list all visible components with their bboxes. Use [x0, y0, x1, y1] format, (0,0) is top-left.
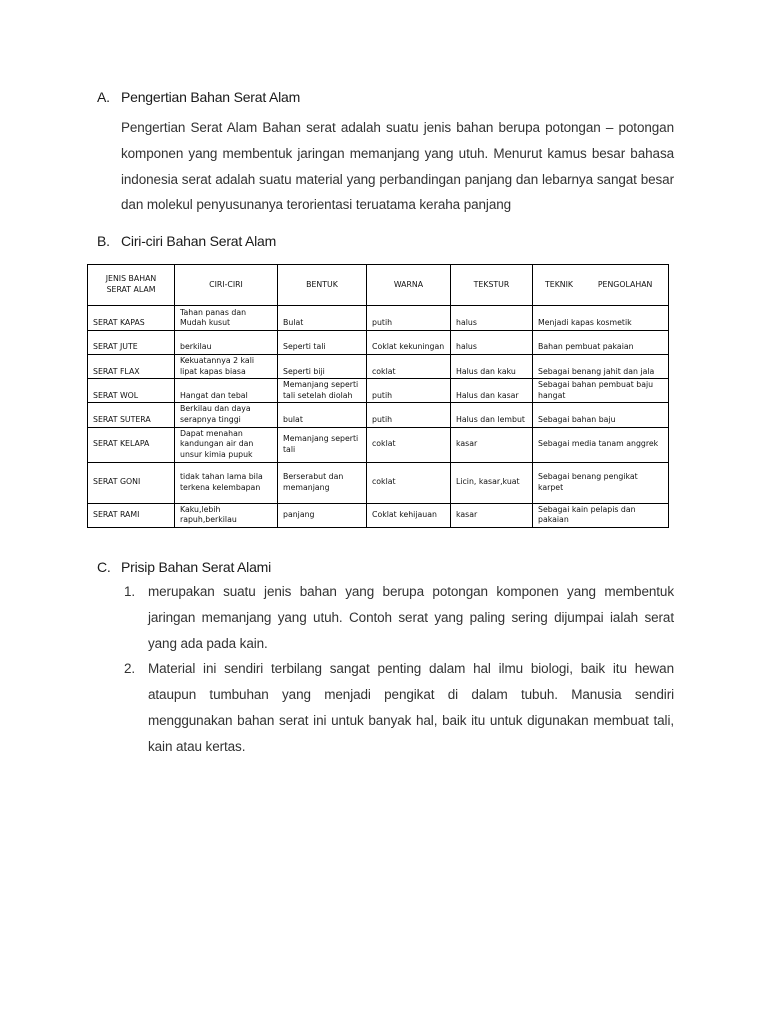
table-header-row — [88, 265, 669, 306]
cell-warna: coklat — [367, 427, 451, 462]
section-b-heading — [97, 233, 276, 249]
fiber-characteristics-table — [87, 264, 669, 528]
cell-tekstur: kasar — [451, 503, 533, 527]
cell-ciri: Kaku,lebih rapuh,berkilau — [175, 503, 278, 527]
header-bentuk: BENTUK — [278, 265, 367, 306]
table-row — [88, 355, 669, 379]
cell-bentuk: panjang — [278, 503, 367, 527]
table-row — [88, 427, 669, 462]
cell-bentuk: bulat — [278, 403, 367, 427]
table-row — [88, 462, 669, 503]
header-tekstur: TEKSTUR — [451, 265, 533, 306]
cell-warna: coklat — [367, 355, 451, 379]
section-c-letter: C. — [97, 559, 111, 575]
cell-tekstur: Halus dan lembut — [451, 403, 533, 427]
table-row — [88, 331, 669, 355]
list-item-text: merupakan suatu jenis bahan yang berupa potongan komponen yang membentuk jaringan memanjang yang utuh. Contoh serat yang paling sering dijumpai ialah serat yang ada pada kain. — [148, 584, 674, 651]
section-c-heading — [97, 559, 271, 575]
cell-ciri: Tahan panas dan Mudah kusut — [175, 306, 278, 331]
list-item-text: Material ini sendiri terbilang sangat penting dalam hal ilmu biologi, baik itu hewan ataupun tumbuhan yang menjadi pengikat di dalam tubuh. Manusia sendiri menggunakan bahan serat ini untuk banyak hal, baik itu untuk digunakan membuat tali, kain atau kertas. — [148, 661, 674, 754]
table-row — [88, 403, 669, 427]
cell-warna: putih — [367, 306, 451, 331]
cell-teknik: Bahan pembuat pakaian — [533, 331, 669, 355]
cell-warna: coklat — [367, 462, 451, 503]
cell-teknik: Sebagai benang jahit dan jala — [533, 355, 669, 379]
cell-tekstur: kasar — [451, 427, 533, 462]
cell-teknik: Sebagai benang pengikat karpet — [533, 462, 669, 503]
section-b-title: Ciri-ciri Bahan Serat Alam — [121, 233, 277, 249]
cell-jenis: SERAT SUTERA — [88, 403, 175, 427]
cell-jenis: SERAT FLAX — [88, 355, 175, 379]
cell-jenis: SERAT JUTE — [88, 331, 175, 355]
cell-ciri: Kekuatannya 2 kali lipat kapas biasa — [175, 355, 278, 379]
header-teknik-pengolahan: TEKNIK PENGOLAHAN — [533, 265, 669, 306]
section-a-title: Pengertian Bahan Serat Alam — [121, 89, 301, 105]
list-item-number: 1. — [124, 584, 136, 599]
section-b-letter: B. — [97, 233, 110, 249]
cell-bentuk: Memanjang seperti tali setelah diolah — [278, 379, 367, 403]
cell-tekstur: Halus dan kaku — [451, 355, 533, 379]
cell-warna: Coklat kehijauan — [367, 503, 451, 527]
section-a-paragraph: Pengertian Serat Alam Bahan serat adalah suatu jenis bahan berupa potongan – potongan komponen yang membentuk jaringan memanjang yang utuh. Menurut kamus besar bahasa indonesia serat adalah suatu material yang perbandingan panjang dan lebarnya sangat besar dan molekul penyusunanya terorientasi teruatama keraha panjang — [121, 120, 674, 213]
cell-bentuk: Berserabut dan memanjang — [278, 462, 367, 503]
section-c-title: Prisip Bahan Serat Alami — [121, 559, 272, 575]
cell-bentuk: Seperti biji — [278, 355, 367, 379]
principles-list — [121, 579, 674, 760]
cell-jenis: SERAT KAPAS — [88, 306, 175, 331]
cell-ciri: tidak tahan lama bila terkena kelembapan — [175, 462, 278, 503]
cell-jenis: SERAT RAMI — [88, 503, 175, 527]
cell-warna: Coklat kekuningan — [367, 331, 451, 355]
cell-teknik: Sebagai media tanam anggrek — [533, 427, 669, 462]
list-item-number: 2. — [124, 661, 136, 677]
cell-teknik: Sebagai bahan pembuat baju hangat — [533, 379, 669, 403]
cell-warna: putih — [367, 379, 451, 403]
table-row — [88, 503, 669, 527]
cell-teknik: Menjadi kapas kosmetik — [533, 306, 669, 331]
table-row — [88, 379, 669, 403]
cell-jenis: SERAT KELAPA — [88, 427, 175, 462]
cell-jenis: SERAT GONI — [88, 462, 175, 503]
section-a-letter: A. — [97, 89, 110, 105]
cell-ciri: Dapat menahan kandungan air dan unsur kimia pupuk — [175, 427, 278, 462]
cell-ciri: berkilau — [175, 331, 278, 355]
header-ciri-ciri: CIRI-CIRI — [175, 265, 278, 306]
cell-bentuk: Bulat — [278, 306, 367, 331]
list-item — [121, 656, 674, 759]
cell-teknik: Sebagai kain pelapis dan pakaian — [533, 503, 669, 527]
cell-ciri: Berkilau dan daya serapnya tinggi — [175, 403, 278, 427]
cell-tekstur: Halus dan kasar — [451, 379, 533, 403]
section-a-heading — [97, 89, 300, 105]
cell-tekstur: halus — [451, 306, 533, 331]
cell-jenis: SERAT WOL — [88, 379, 175, 403]
cell-teknik: Sebagai bahan baju — [533, 403, 669, 427]
cell-warna: putih — [367, 403, 451, 427]
table-row — [88, 306, 669, 331]
cell-bentuk: Seperti tali — [278, 331, 367, 355]
header-warna: WARNA — [367, 265, 451, 306]
list-item — [121, 579, 674, 656]
header-jenis-bahan: JENIS BAHAN SERAT ALAM — [88, 265, 175, 306]
cell-tekstur: halus — [451, 331, 533, 355]
cell-tekstur: Licin, kasar,kuat — [451, 462, 533, 503]
cell-bentuk: Memanjang seperti tali — [278, 427, 367, 462]
cell-ciri: Hangat dan tebal — [175, 379, 278, 403]
